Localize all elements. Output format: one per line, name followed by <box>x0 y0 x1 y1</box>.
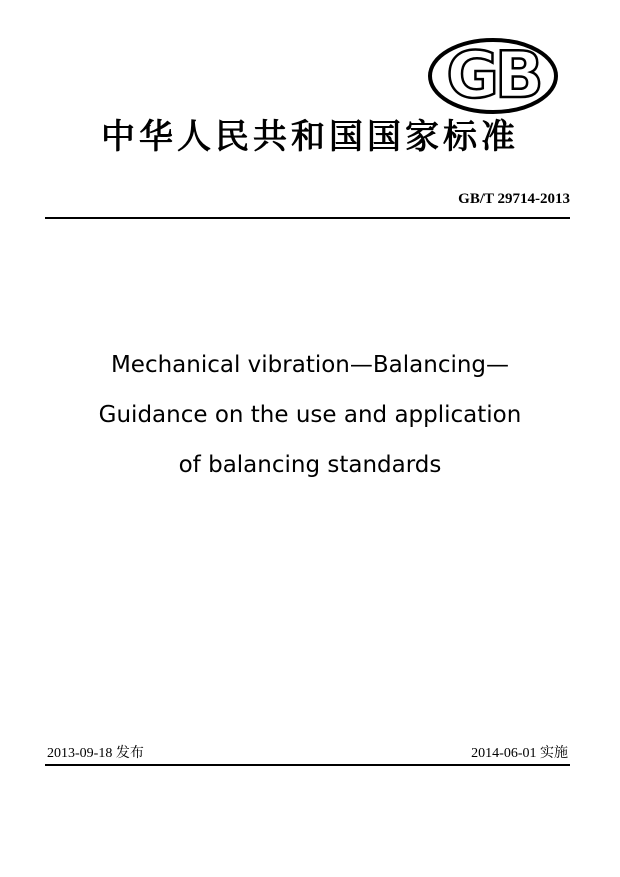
implementation-date: 2014-06-01 <box>471 746 537 761</box>
issue-date: 2013-09-18 <box>47 746 113 761</box>
top-divider <box>45 217 570 219</box>
issue-date-block <box>47 744 144 763</box>
gb-logo-graphic <box>428 38 558 114</box>
implementation-date-block <box>471 744 568 763</box>
title-line-2: Guidance on the use and application <box>98 402 522 428</box>
document-title <box>40 340 580 490</box>
gb-logo-text: GB <box>446 39 540 113</box>
bottom-divider <box>45 764 570 766</box>
title-line-1: Mechanical vibration—Balancing— <box>110 352 510 378</box>
title-line-3: of balancing standards <box>178 452 442 478</box>
issue-label: 发布 <box>115 745 144 761</box>
implementation-label: 实施 <box>540 745 568 761</box>
standard-number: GB/T 29714-2013 <box>458 191 570 207</box>
gb-logo-icon <box>428 38 558 114</box>
standard-organization-title: 中华人民共和国国家标准 <box>101 117 519 157</box>
